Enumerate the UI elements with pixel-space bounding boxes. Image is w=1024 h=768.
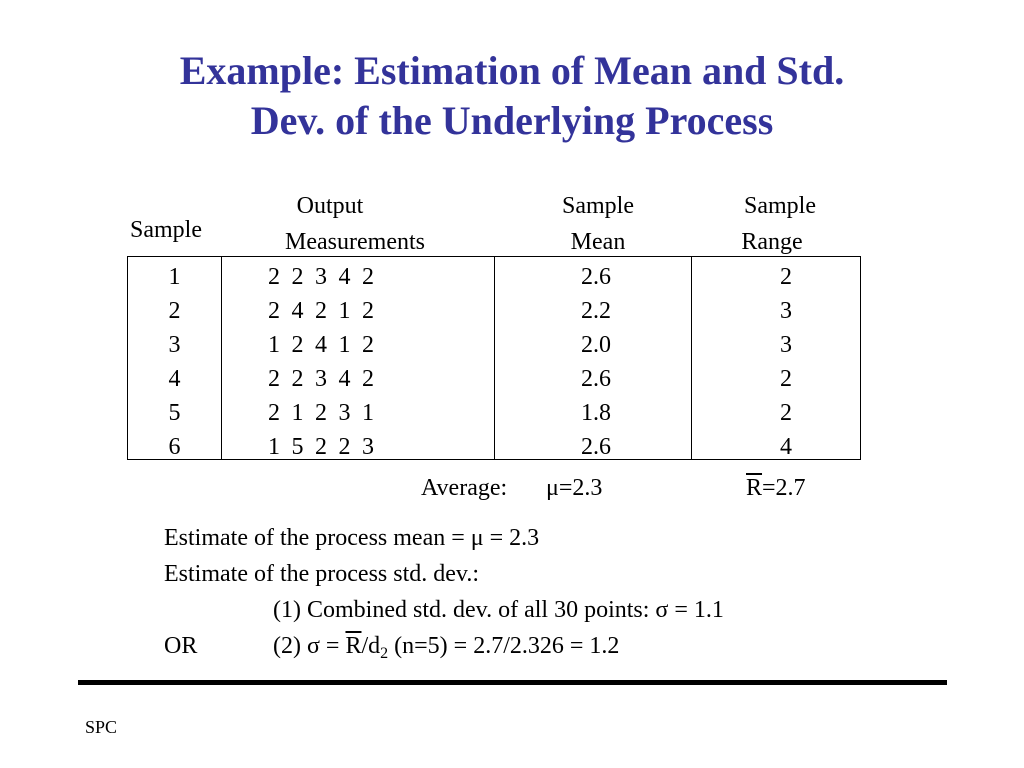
measurement-value: 2 xyxy=(362,366,374,392)
measurement-value: 2 xyxy=(291,264,304,290)
header-range-line1: Sample xyxy=(744,193,816,219)
measurement-value: 2 xyxy=(362,264,374,290)
measurement-value: 2 xyxy=(268,366,280,392)
measurement-value: 2 xyxy=(291,332,304,358)
or-label: OR xyxy=(164,633,198,659)
header-output-line2: Measurements xyxy=(285,229,425,255)
row-measurements xyxy=(268,328,386,362)
method-2-rbar: $\overline{R}$ xyxy=(345,633,362,659)
row-sample: 6 xyxy=(168,434,181,460)
estimate-std-heading: Estimate of the process std. dev.: xyxy=(164,561,480,587)
row-measurements xyxy=(268,396,386,430)
row-sample: 1 xyxy=(168,264,181,290)
row-measurements xyxy=(268,430,386,464)
row-range: 2 xyxy=(780,264,792,290)
header-mean-line1: Sample xyxy=(562,193,634,219)
rbar-symbol: $\overline{R}$ xyxy=(746,475,763,501)
measurement-value: 1 xyxy=(268,332,280,358)
row-sample: 2 xyxy=(168,298,181,324)
slide-title xyxy=(0,46,1024,146)
data-table xyxy=(127,256,861,460)
row-measurements xyxy=(268,294,386,328)
measurement-value: 4 xyxy=(291,298,304,324)
row-sample: 3 xyxy=(168,332,181,358)
measurement-value: 5 xyxy=(291,434,304,460)
header-range-line2: Range xyxy=(741,229,803,255)
row-range: 2 xyxy=(780,366,792,392)
title-line-2: Dev. of the Underlying Process xyxy=(250,98,774,143)
row-range: 3 xyxy=(780,332,792,358)
footer-label: SPC xyxy=(85,717,118,737)
title-line-1: Example: Estimation of Mean and Std. xyxy=(179,48,845,93)
row-range: 2 xyxy=(780,400,792,426)
measurement-value: 2 xyxy=(268,400,280,426)
estimate-std-method-2 xyxy=(273,632,619,668)
row-measurements xyxy=(268,362,386,396)
row-mean: 2.2 xyxy=(581,298,611,324)
method-2-subscript: 2 xyxy=(380,645,389,662)
rbar-value: =2.7 xyxy=(762,475,806,501)
measurement-value: 1 xyxy=(338,332,351,358)
header-output-line1: Output xyxy=(296,193,364,219)
footer-rule xyxy=(78,680,947,685)
measurement-value: 1 xyxy=(268,434,280,460)
measurement-value: 2 xyxy=(315,434,327,460)
measurement-value: 2 xyxy=(268,298,280,324)
measurement-value: 1 xyxy=(338,298,351,324)
measurement-value: 3 xyxy=(315,264,327,290)
measurement-value: 4 xyxy=(338,264,351,290)
measurement-value: 2 xyxy=(268,264,280,290)
row-sample: 5 xyxy=(168,400,181,426)
measurement-value: 2 xyxy=(362,298,374,324)
estimate-std-method-1: (1) Combined std. dev. of all 30 points: σ = 1.1 xyxy=(273,597,724,623)
measurement-value: 2 xyxy=(315,298,327,324)
table-divider xyxy=(221,257,222,459)
measurement-value: 3 xyxy=(338,400,351,426)
header-mean-line2: Mean xyxy=(570,229,626,255)
measurement-value: 2 xyxy=(291,366,304,392)
measurement-value: 2 xyxy=(338,434,351,460)
row-mean: 2.0 xyxy=(581,332,611,358)
measurement-value: 3 xyxy=(315,366,327,392)
table-divider xyxy=(691,257,692,459)
header-sample: Sample xyxy=(130,217,202,243)
table-divider xyxy=(494,257,495,459)
row-mean: 1.8 xyxy=(581,400,611,426)
measurement-value: 1 xyxy=(291,400,304,426)
method-2-suffix: (n=5) = 2.7/2.326 = 1.2 xyxy=(388,633,620,659)
measurement-value: 3 xyxy=(362,434,374,460)
average-mean: μ=2.3 xyxy=(546,475,603,501)
row-range: 3 xyxy=(780,298,792,324)
row-mean: 2.6 xyxy=(581,366,611,392)
estimate-mean: Estimate of the process mean = μ = 2.3 xyxy=(164,525,540,551)
measurement-value: 2 xyxy=(315,400,327,426)
row-mean: 2.6 xyxy=(581,264,611,290)
method-2-prefix: (2) σ = xyxy=(273,633,346,659)
row-range: 4 xyxy=(780,434,792,460)
row-sample: 4 xyxy=(168,366,181,392)
average-range xyxy=(746,474,806,502)
measurement-value: 4 xyxy=(315,332,327,358)
measurement-value: 2 xyxy=(362,332,374,358)
average-label: Average: xyxy=(421,475,508,501)
measurement-value: 1 xyxy=(362,400,374,426)
method-2-d: /d xyxy=(361,633,381,659)
measurement-value: 4 xyxy=(338,366,351,392)
row-mean: 2.6 xyxy=(581,434,611,460)
row-measurements xyxy=(268,260,386,294)
